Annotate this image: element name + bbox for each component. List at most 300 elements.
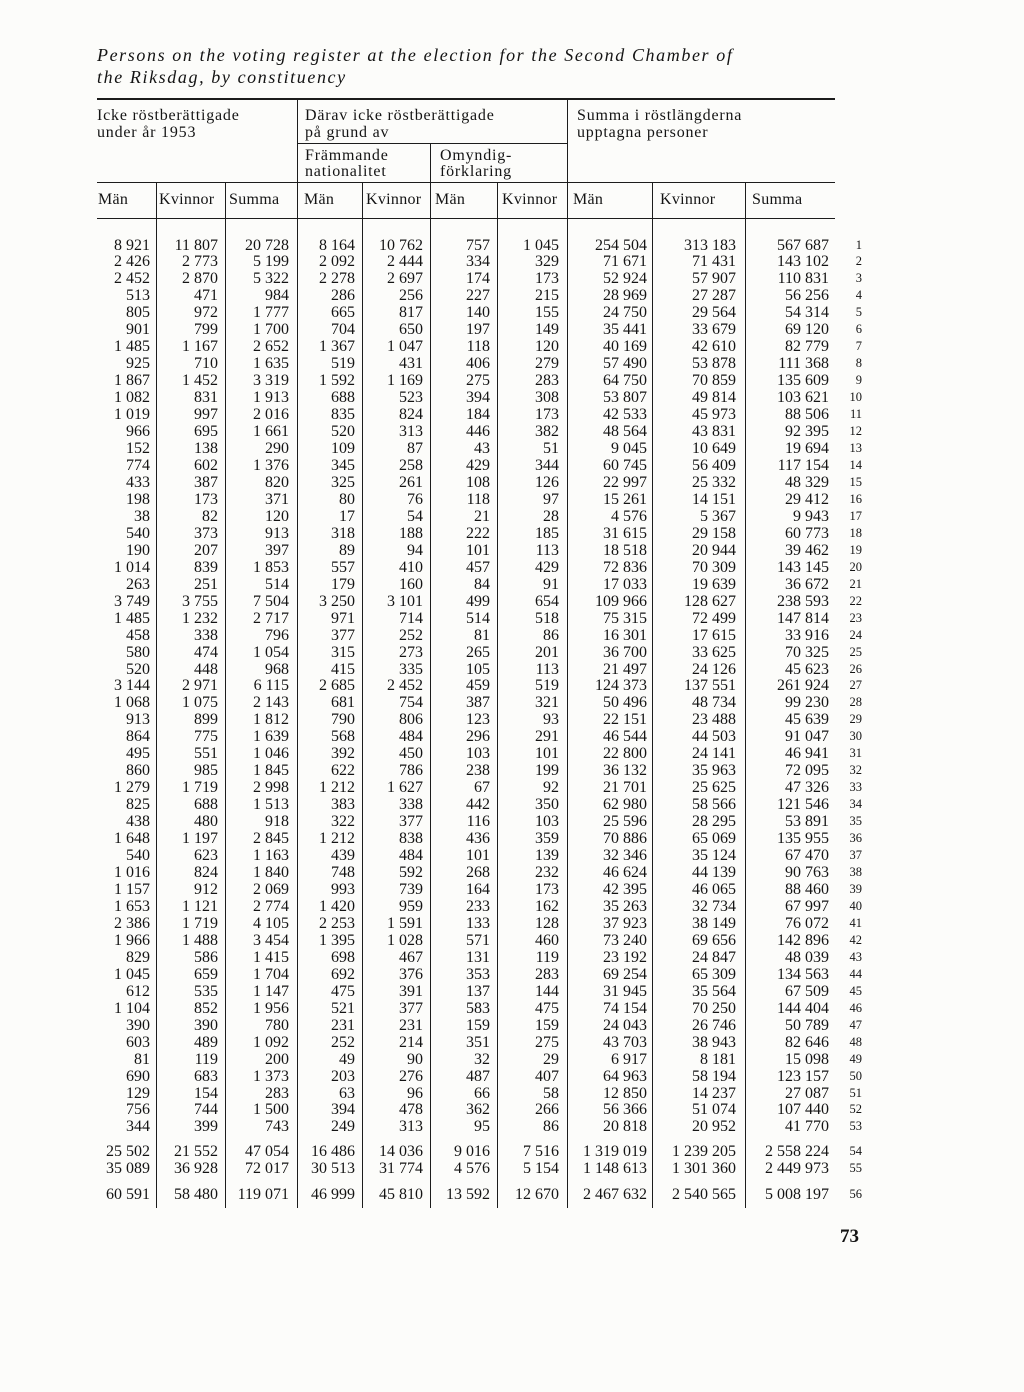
table-cell: 109 xyxy=(331,440,355,458)
table-cell: 9 016 xyxy=(454,1142,490,1160)
table-row xyxy=(0,372,1024,389)
row-number: 7 xyxy=(855,339,862,354)
table-row xyxy=(0,593,1024,610)
table-cell: 93 xyxy=(543,711,559,729)
table-cell: 103 xyxy=(466,745,490,763)
table-cell: 2 016 xyxy=(253,406,289,424)
column-header-total: Summa xyxy=(229,191,280,208)
row-number: 53 xyxy=(849,1119,862,1134)
table-cell: 41 770 xyxy=(785,1118,829,1136)
table-cell: 134 563 xyxy=(777,965,829,983)
table-cell: 8 164 xyxy=(319,236,355,254)
row-number: 23 xyxy=(849,610,862,625)
table-cell: 519 xyxy=(331,355,355,373)
page-title-line-1: Persons on the voting register at the election for the Second Chamber of xyxy=(97,45,734,65)
table-row xyxy=(0,949,1024,966)
table-cell: 75 315 xyxy=(603,609,647,627)
row-number: 40 xyxy=(849,898,862,913)
table-cell: 17 033 xyxy=(603,575,647,593)
table-cell: 30 513 xyxy=(311,1159,355,1177)
table-cell: 57 490 xyxy=(603,355,647,373)
table-cell: 123 157 xyxy=(777,1067,829,1085)
table-cell: 152 xyxy=(126,440,150,458)
table-cell: 519 xyxy=(535,677,559,695)
table-cell: 397 xyxy=(265,541,289,559)
table-cell: 376 xyxy=(399,965,423,983)
table-cell: 622 xyxy=(331,762,355,780)
table-row xyxy=(0,389,1024,406)
table-cell: 1 513 xyxy=(253,796,289,814)
row-number: 18 xyxy=(849,525,862,540)
column-header-women: Kvinnor xyxy=(366,191,422,208)
table-cell: 344 xyxy=(535,456,559,474)
table-cell: 24 043 xyxy=(603,1016,647,1034)
row-number: 21 xyxy=(849,576,862,591)
table-row xyxy=(0,474,1024,491)
table-cell: 174 xyxy=(466,270,490,288)
table-cell: 475 xyxy=(535,999,559,1017)
row-number: 9 xyxy=(855,373,862,388)
table-cell: 540 xyxy=(126,847,150,865)
table-cell: 31 615 xyxy=(603,524,647,542)
table-cell: 2 845 xyxy=(253,830,289,848)
header-text: Summa i röstlängderna xyxy=(577,107,743,124)
table-cell: 786 xyxy=(399,762,423,780)
table-cell: 76 xyxy=(407,490,423,508)
table-cell: 2 540 565 xyxy=(672,1185,736,1203)
table-cell: 1 966 xyxy=(114,931,150,949)
table-cell: 471 xyxy=(194,287,218,305)
table-cell: 458 xyxy=(126,626,150,644)
row-number: 28 xyxy=(849,695,862,710)
table-cell: 101 xyxy=(466,541,490,559)
table-row xyxy=(0,321,1024,338)
table-cell: 571 xyxy=(466,931,490,949)
table-cell: 2 971 xyxy=(182,677,218,695)
row-number: 44 xyxy=(849,966,862,981)
row-number: 8 xyxy=(855,356,862,371)
table-cell: 5 322 xyxy=(253,270,289,288)
table-cell: 3 250 xyxy=(319,592,355,610)
table-row xyxy=(0,338,1024,355)
table-cell: 15 261 xyxy=(603,490,647,508)
table-cell: 67 997 xyxy=(785,897,829,915)
table-cell: 2 444 xyxy=(387,253,423,271)
table-cell: 1 019 xyxy=(114,406,150,424)
table-row xyxy=(0,847,1024,864)
table-cell: 775 xyxy=(194,728,218,746)
table-cell: 820 xyxy=(265,473,289,491)
table-row xyxy=(0,779,1024,796)
table-row xyxy=(0,253,1024,270)
table-cell: 258 xyxy=(399,456,423,474)
table-cell: 1 014 xyxy=(114,558,150,576)
table-cell: 756 xyxy=(126,1101,150,1119)
table-cell: 313 xyxy=(399,423,423,441)
table-cell: 520 xyxy=(126,660,150,678)
table-cell: 1 591 xyxy=(387,914,423,932)
table-cell: 113 xyxy=(535,541,559,559)
table-cell: 57 907 xyxy=(692,270,736,288)
table-cell: 650 xyxy=(399,321,423,339)
table-cell: 864 xyxy=(126,728,150,746)
row-number: 31 xyxy=(849,746,862,761)
table-cell: 53 891 xyxy=(785,813,829,831)
table-cell: 448 xyxy=(194,660,218,678)
table-cell: 1 485 xyxy=(114,338,150,356)
table-cell: 2 773 xyxy=(182,253,218,271)
table-cell: 918 xyxy=(265,813,289,831)
table-cell: 14 036 xyxy=(379,1142,423,1160)
table-cell: 913 xyxy=(265,524,289,542)
table-cell: 190 xyxy=(126,541,150,559)
table-cell: 796 xyxy=(265,626,289,644)
row-number: 17 xyxy=(849,508,862,523)
table-cell: 1 648 xyxy=(114,830,150,848)
table-cell: 26 746 xyxy=(692,1016,736,1034)
table-cell: 118 xyxy=(466,490,490,508)
table-cell: 276 xyxy=(399,1067,423,1085)
row-number: 52 xyxy=(849,1102,862,1117)
table-cell: 1 845 xyxy=(253,762,289,780)
table-cell: 997 xyxy=(194,406,218,424)
table-cell: 377 xyxy=(399,999,423,1017)
table-cell: 436 xyxy=(466,830,490,848)
table-cell: 261 924 xyxy=(777,677,829,695)
table-cell: 197 xyxy=(466,321,490,339)
row-number: 13 xyxy=(849,441,862,456)
table-cell: 19 694 xyxy=(785,440,829,458)
row-number: 45 xyxy=(849,983,862,998)
table-cell: 29 xyxy=(543,1050,559,1068)
table-cell: 60 591 xyxy=(106,1185,150,1203)
table-cell: 460 xyxy=(535,931,559,949)
table-row xyxy=(0,796,1024,813)
table-row xyxy=(0,711,1024,728)
table-cell: 390 xyxy=(126,1016,150,1034)
table-cell: 123 xyxy=(466,711,490,729)
table-cell: 29 158 xyxy=(692,524,736,542)
table-cell: 238 593 xyxy=(777,592,829,610)
table-cell: 51 xyxy=(543,440,559,458)
table-cell: 101 xyxy=(466,847,490,865)
table-cell: 318 xyxy=(331,524,355,542)
table-cell: 480 xyxy=(194,813,218,831)
table-cell: 33 625 xyxy=(692,643,736,661)
table-row xyxy=(0,304,1024,321)
table-cell: 442 xyxy=(466,796,490,814)
row-number: 30 xyxy=(849,729,862,744)
table-top-rule xyxy=(97,98,835,100)
table-cell: 817 xyxy=(399,304,423,322)
table-cell: 12 850 xyxy=(603,1084,647,1102)
table-cell: 33 679 xyxy=(692,321,736,339)
table-row xyxy=(0,287,1024,304)
table-cell: 90 xyxy=(407,1050,423,1068)
table-cell: 557 xyxy=(331,558,355,576)
row-number: 20 xyxy=(849,559,862,574)
table-cell: 73 240 xyxy=(603,931,647,949)
table-cell: 33 916 xyxy=(785,626,829,644)
row-number: 4 xyxy=(855,288,862,303)
table-cell: 108 xyxy=(466,473,490,491)
table-cell: 467 xyxy=(399,948,423,966)
table-cell: 3 319 xyxy=(253,372,289,390)
table-cell: 137 551 xyxy=(684,677,736,695)
table-cell: 39 462 xyxy=(785,541,829,559)
table-cell: 42 533 xyxy=(603,406,647,424)
table-cell: 54 xyxy=(407,507,423,525)
table-cell: 46 941 xyxy=(785,745,829,763)
table-cell: 1 028 xyxy=(387,931,423,949)
table-row xyxy=(0,762,1024,779)
table-cell: 138 xyxy=(194,440,218,458)
table-cell: 959 xyxy=(399,897,423,915)
table-cell: 695 xyxy=(194,423,218,441)
table-row xyxy=(0,830,1024,847)
table-cell: 233 xyxy=(466,897,490,915)
column-header-men: Män xyxy=(573,191,604,208)
table-cell: 17 xyxy=(339,507,355,525)
table-cell: 2 870 xyxy=(182,270,218,288)
table-cell: 64 750 xyxy=(603,372,647,390)
table-cell: 87 xyxy=(407,440,423,458)
table-row xyxy=(0,355,1024,372)
row-number: 49 xyxy=(849,1051,862,1066)
table-row xyxy=(0,1034,1024,1051)
table-cell: 144 xyxy=(535,982,559,1000)
row-number: 1 xyxy=(855,237,862,252)
table-cell: 450 xyxy=(399,745,423,763)
table-cell: 88 460 xyxy=(785,880,829,898)
table-cell: 1 367 xyxy=(319,338,355,356)
table-cell: 338 xyxy=(399,796,423,814)
table-cell: 82 646 xyxy=(785,1033,829,1051)
table-cell: 129 xyxy=(126,1084,150,1102)
table-cell: 66 xyxy=(474,1084,490,1102)
table-cell: 325 xyxy=(331,473,355,491)
table-cell: 24 141 xyxy=(692,745,736,763)
table-cell: 38 xyxy=(134,507,150,525)
table-cell: 32 xyxy=(474,1050,490,1068)
table-cell: 1 653 xyxy=(114,897,150,915)
table-cell: 124 373 xyxy=(595,677,647,695)
table-cell: 49 xyxy=(339,1050,355,1068)
table-cell: 48 564 xyxy=(603,423,647,441)
table-cell: 116 xyxy=(466,813,490,831)
table-cell: 43 831 xyxy=(692,423,736,441)
table-cell: 329 xyxy=(535,253,559,271)
table-cell: 429 xyxy=(466,456,490,474)
table-cell: 184 xyxy=(466,406,490,424)
table-cell: 392 xyxy=(331,745,355,763)
row-number: 32 xyxy=(849,763,862,778)
table-row xyxy=(0,813,1024,830)
table-row xyxy=(0,627,1024,644)
table-cell: 162 xyxy=(535,897,559,915)
table-cell: 659 xyxy=(194,965,218,983)
table-cell: 28 295 xyxy=(692,813,736,831)
table-cell: 704 xyxy=(331,321,355,339)
table-cell: 2 278 xyxy=(319,270,355,288)
table-cell: 10 649 xyxy=(692,440,736,458)
table-cell: 1 092 xyxy=(253,1033,289,1051)
table-cell: 2 717 xyxy=(253,609,289,627)
table-cell: 839 xyxy=(194,558,218,576)
row-number: 3 xyxy=(855,271,862,286)
table-cell: 912 xyxy=(194,880,218,898)
table-row xyxy=(0,694,1024,711)
table-cell: 743 xyxy=(265,1118,289,1136)
table-cell: 377 xyxy=(399,813,423,831)
table-cell: 36 700 xyxy=(603,643,647,661)
table-cell: 484 xyxy=(399,728,423,746)
table-row xyxy=(0,1101,1024,1118)
table-cell: 21 497 xyxy=(603,660,647,678)
row-number: 39 xyxy=(849,881,862,896)
table-cell: 120 xyxy=(535,338,559,356)
table-cell: 391 xyxy=(399,982,423,1000)
table-cell: 36 672 xyxy=(785,575,829,593)
table-cell: 252 xyxy=(331,1033,355,1051)
header-text: på grund av xyxy=(305,124,390,141)
table-cell: 43 xyxy=(474,440,490,458)
table-cell: 50 789 xyxy=(785,1016,829,1034)
table-cell: 139 xyxy=(535,847,559,865)
column-header-women: Kvinnor xyxy=(159,191,215,208)
table-cell: 27 287 xyxy=(692,287,736,305)
table-row xyxy=(0,661,1024,678)
row-number: 24 xyxy=(849,627,862,642)
table-cell: 322 xyxy=(331,813,355,831)
table-cell: 1 853 xyxy=(253,558,289,576)
table-cell: 44 503 xyxy=(692,728,736,746)
table-cell: 688 xyxy=(194,796,218,814)
table-cell: 70 859 xyxy=(692,372,736,390)
table-cell: 69 120 xyxy=(785,321,829,339)
table-cell: 265 xyxy=(466,643,490,661)
table-cell: 5 199 xyxy=(253,253,289,271)
table-cell: 24 126 xyxy=(692,660,736,678)
table-cell: 23 192 xyxy=(603,948,647,966)
table-cell: 2 452 xyxy=(387,677,423,695)
table-cell: 164 xyxy=(466,880,490,898)
table-cell: 8 921 xyxy=(114,236,150,254)
table-cell: 72 017 xyxy=(245,1159,289,1177)
table-cell: 351 xyxy=(466,1033,490,1051)
table-cell: 1 488 xyxy=(182,931,218,949)
table-cell: 137 xyxy=(466,982,490,1000)
table-cell: 1 104 xyxy=(114,999,150,1017)
table-cell: 1 239 205 xyxy=(672,1142,736,1160)
table-cell: 3 144 xyxy=(114,677,150,695)
table-cell: 1 719 xyxy=(182,914,218,932)
table-cell: 1 500 xyxy=(253,1101,289,1119)
table-cell: 899 xyxy=(194,711,218,729)
row-number: 2 xyxy=(855,254,862,269)
table-cell: 901 xyxy=(126,321,150,339)
column-header-women: Kvinnor xyxy=(660,191,716,208)
table-cell: 313 xyxy=(399,1118,423,1136)
table-cell: 27 087 xyxy=(785,1084,829,1102)
table-cell: 36 928 xyxy=(174,1159,218,1177)
table-cell: 860 xyxy=(126,762,150,780)
table-row xyxy=(0,644,1024,661)
header-text: Omyndig- xyxy=(440,147,513,164)
table-cell: 1 016 xyxy=(114,864,150,882)
table-cell: 31 774 xyxy=(379,1159,423,1177)
table-cell: 24 847 xyxy=(692,948,736,966)
table-cell: 431 xyxy=(399,355,423,373)
row-number: 41 xyxy=(849,915,862,930)
row-number: 10 xyxy=(849,390,862,405)
row-number: 48 xyxy=(849,1034,862,1049)
table-cell: 42 395 xyxy=(603,880,647,898)
table-row xyxy=(0,1051,1024,1068)
table-row xyxy=(0,1085,1024,1102)
table-cell: 520 xyxy=(331,423,355,441)
table-cell: 710 xyxy=(194,355,218,373)
row-number: 35 xyxy=(849,814,862,829)
table-cell: 118 xyxy=(466,338,490,356)
table-cell: 15 098 xyxy=(785,1050,829,1068)
table-cell: 2 998 xyxy=(253,779,289,797)
row-number: 47 xyxy=(849,1017,862,1032)
table-cell: 415 xyxy=(331,660,355,678)
table-cell: 835 xyxy=(331,406,355,424)
table-cell: 283 xyxy=(535,965,559,983)
table-cell: 1 054 xyxy=(253,643,289,661)
table-cell: 3 749 xyxy=(114,592,150,610)
table-cell: 2 774 xyxy=(253,897,289,915)
table-cell: 1 635 xyxy=(253,355,289,373)
table-cell: 140 xyxy=(466,304,490,322)
table-cell: 688 xyxy=(331,389,355,407)
table-cell: 514 xyxy=(466,609,490,627)
table-cell: 410 xyxy=(399,558,423,576)
table-cell: 128 xyxy=(535,914,559,932)
table-cell: 313 183 xyxy=(684,236,736,254)
table-cell: 744 xyxy=(194,1101,218,1119)
table-cell: 20 818 xyxy=(603,1118,647,1136)
table-cell: 390 xyxy=(194,1016,218,1034)
table-cell: 16 301 xyxy=(603,626,647,644)
table-cell: 1 075 xyxy=(182,694,218,712)
table-cell: 60 745 xyxy=(603,456,647,474)
table-cell: 47 326 xyxy=(785,779,829,797)
table-cell: 315 xyxy=(331,643,355,661)
table-cell: 251 xyxy=(194,575,218,593)
table-cell: 1 420 xyxy=(319,897,355,915)
table-cell: 1 045 xyxy=(523,236,559,254)
table-cell: 155 xyxy=(535,304,559,322)
table-cell: 99 230 xyxy=(785,694,829,712)
table-cell: 972 xyxy=(194,304,218,322)
table-cell: 60 773 xyxy=(785,524,829,542)
table-cell: 50 496 xyxy=(603,694,647,712)
table-row xyxy=(0,745,1024,762)
table-cell: 439 xyxy=(331,847,355,865)
table-cell: 831 xyxy=(194,389,218,407)
table-cell: 35 441 xyxy=(603,321,647,339)
table-cell: 200 xyxy=(265,1050,289,1068)
table-cell: 97 xyxy=(543,490,559,508)
table-cell: 38 149 xyxy=(692,914,736,932)
table-cell: 1 082 xyxy=(114,389,150,407)
table-cell: 92 395 xyxy=(785,423,829,441)
table-cell: 382 xyxy=(535,423,559,441)
table-cell: 586 xyxy=(194,948,218,966)
